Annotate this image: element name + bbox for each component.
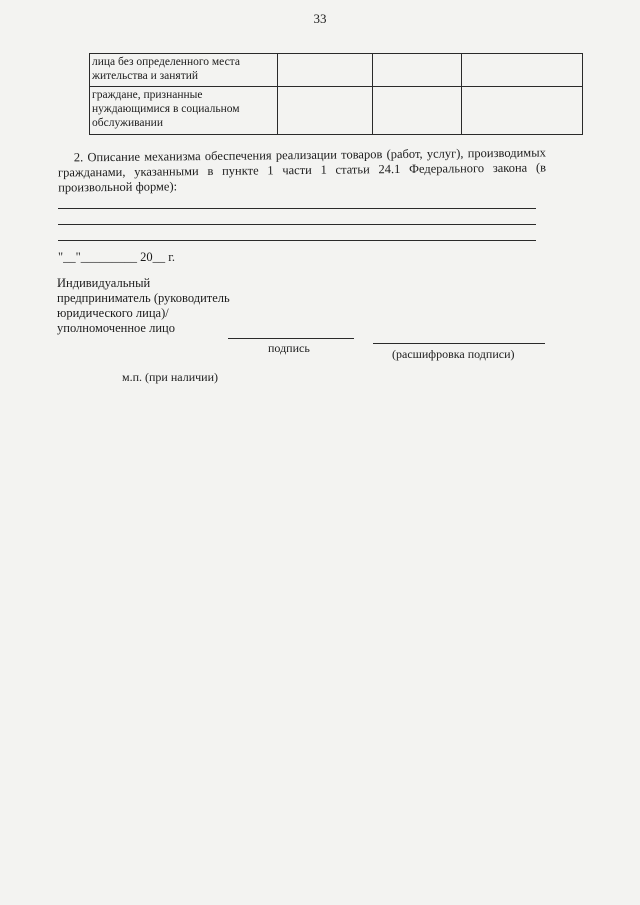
table-cell-label: лица без определенного места жительства и занятий xyxy=(90,54,278,87)
page-number: 33 xyxy=(313,11,327,26)
table-cell xyxy=(278,87,373,135)
date-field: "__"_________ 20__ г. xyxy=(58,250,176,264)
signatory-label: Индивидуальный предприниматель (руководитель юридического лица)/уполномоченное лицо xyxy=(57,276,230,335)
categories-table xyxy=(89,53,583,135)
section-2-paragraph xyxy=(58,145,546,195)
signature-line xyxy=(228,338,354,339)
section-number: 2. xyxy=(73,150,84,165)
table-cell xyxy=(278,54,373,87)
table-cell xyxy=(462,87,583,135)
table-row xyxy=(90,54,583,87)
table-cell xyxy=(373,54,462,87)
table-cell xyxy=(462,54,583,87)
table-cell xyxy=(373,87,462,135)
answer-line xyxy=(58,208,536,209)
stamp-note: м.п. (при наличии) xyxy=(122,370,218,384)
answer-line xyxy=(58,240,536,241)
decoding-line xyxy=(373,343,545,344)
table-row xyxy=(90,87,583,135)
decoding-caption: (расшифровка подписи) xyxy=(392,347,515,361)
section-text: Описание механизма обеспечения реализации товаров (работ, услуг), производимых гражданами, указанными в пункте 1 части 1 статьи 24.1 Федерального закона (в произвольной форме): xyxy=(57,145,547,195)
signature-caption: подпись xyxy=(268,341,310,355)
answer-line xyxy=(58,224,536,225)
table-cell-label: граждане, признанные нуждающимися в социальном обслуживании xyxy=(90,87,278,135)
